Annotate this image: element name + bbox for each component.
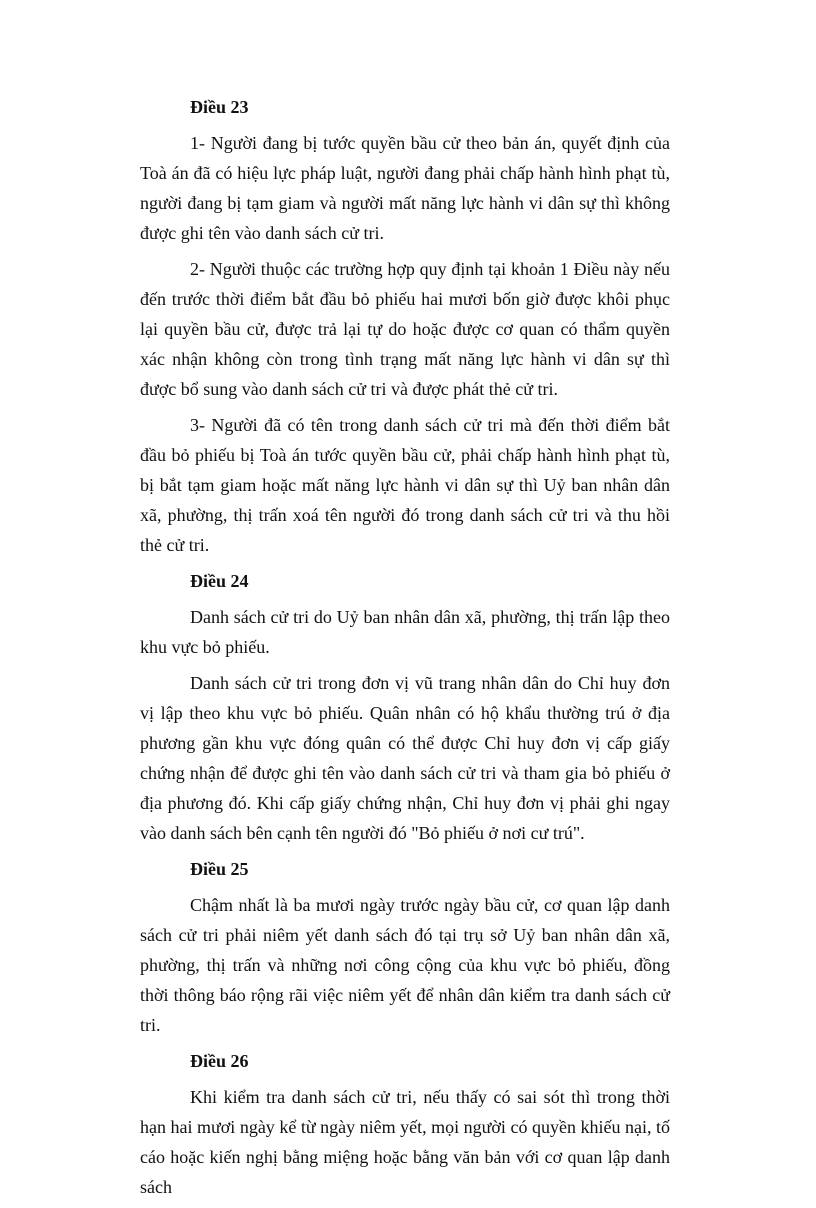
article-heading: Điều 26 — [190, 1051, 249, 1071]
article-paragraph: 1- Người đang bị tước quyền bầu cử theo bản án, quyết định của Toà án đã có hiệu lực pháp luật, người đang phải chấp hành hình phạt tù, người đang bị tạm giam và người mất năng lực hành vi dân sự thì không được ghi tên vào danh sách cử tri. — [140, 133, 670, 243]
article-26 — [140, 1046, 670, 1202]
article-heading: Điều 23 — [190, 97, 249, 117]
article-heading: Điều 25 — [190, 859, 249, 879]
article-23 — [140, 92, 670, 560]
article-paragraph: Khi kiểm tra danh sách cử tri, nếu thấy có sai sót thì trong thời hạn hai mươi ngày kể từ ngày niêm yết, mọi người có quyền khiếu nại, tố cáo hoặc kiến nghị bằng miệng hoặc bằng văn bản với cơ quan lập danh sách — [140, 1087, 670, 1197]
article-heading: Điều 24 — [190, 571, 249, 591]
article-paragraph: Danh sách cử tri do Uỷ ban nhân dân xã, phường, thị trấn lập theo khu vực bỏ phiếu. — [140, 607, 670, 657]
article-paragraph: Danh sách cử tri trong đơn vị vũ trang nhân dân do Chỉ huy đơn vị lập theo khu vực bỏ phiếu. Quân nhân có hộ khẩu thường trú ở địa phương gần khu vực đóng quân có thể được Chỉ huy đơn vị cấp giấy chứng nhận để được ghi tên vào danh sách cử tri và tham gia bỏ phiếu ở địa phương đó. Khi cấp giấy chứng nhận, Chỉ huy đơn vị phải ghi ngay vào danh sách bên cạnh tên người đó "Bỏ phiếu ở nơi cư trú". — [140, 673, 670, 843]
article-25 — [140, 854, 670, 1040]
article-24 — [140, 566, 670, 848]
article-paragraph: Chậm nhất là ba mươi ngày trước ngày bầu cử, cơ quan lập danh sách cử tri phải niêm yết danh sách đó tại trụ sở Uỷ ban nhân dân xã, phường, thị trấn và những nơi công cộng của khu vực bỏ phiếu, đồng thời thông báo rộng rãi việc niêm yết để nhân dân kiểm tra danh sách cử tri. — [140, 895, 670, 1035]
article-paragraph: 3- Người đã có tên trong danh sách cử tri mà đến thời điểm bắt đầu bỏ phiếu bị Toà án tước quyền bầu cử, phải chấp hành hình phạt tù, bị bắt tạm giam hoặc mất năng lực hành vi dân sự thì Uỷ ban nhân dân xã, phường, thị trấn xoá tên người đó trong danh sách cử tri và thu hồi thẻ cử tri. — [140, 415, 670, 555]
document-page — [140, 92, 670, 1208]
article-paragraph: 2- Người thuộc các trường hợp quy định tại khoản 1 Điều này nếu đến trước thời điểm bắt đầu bỏ phiếu hai mươi bốn giờ được khôi phục lại quyền bầu cử, được trả lại tự do hoặc được cơ quan có thẩm quyền xác nhận không còn trong tình trạng mất năng lực hành vi dân sự thì được bổ sung vào danh sách cử tri và được phát thẻ cử tri. — [140, 259, 670, 399]
